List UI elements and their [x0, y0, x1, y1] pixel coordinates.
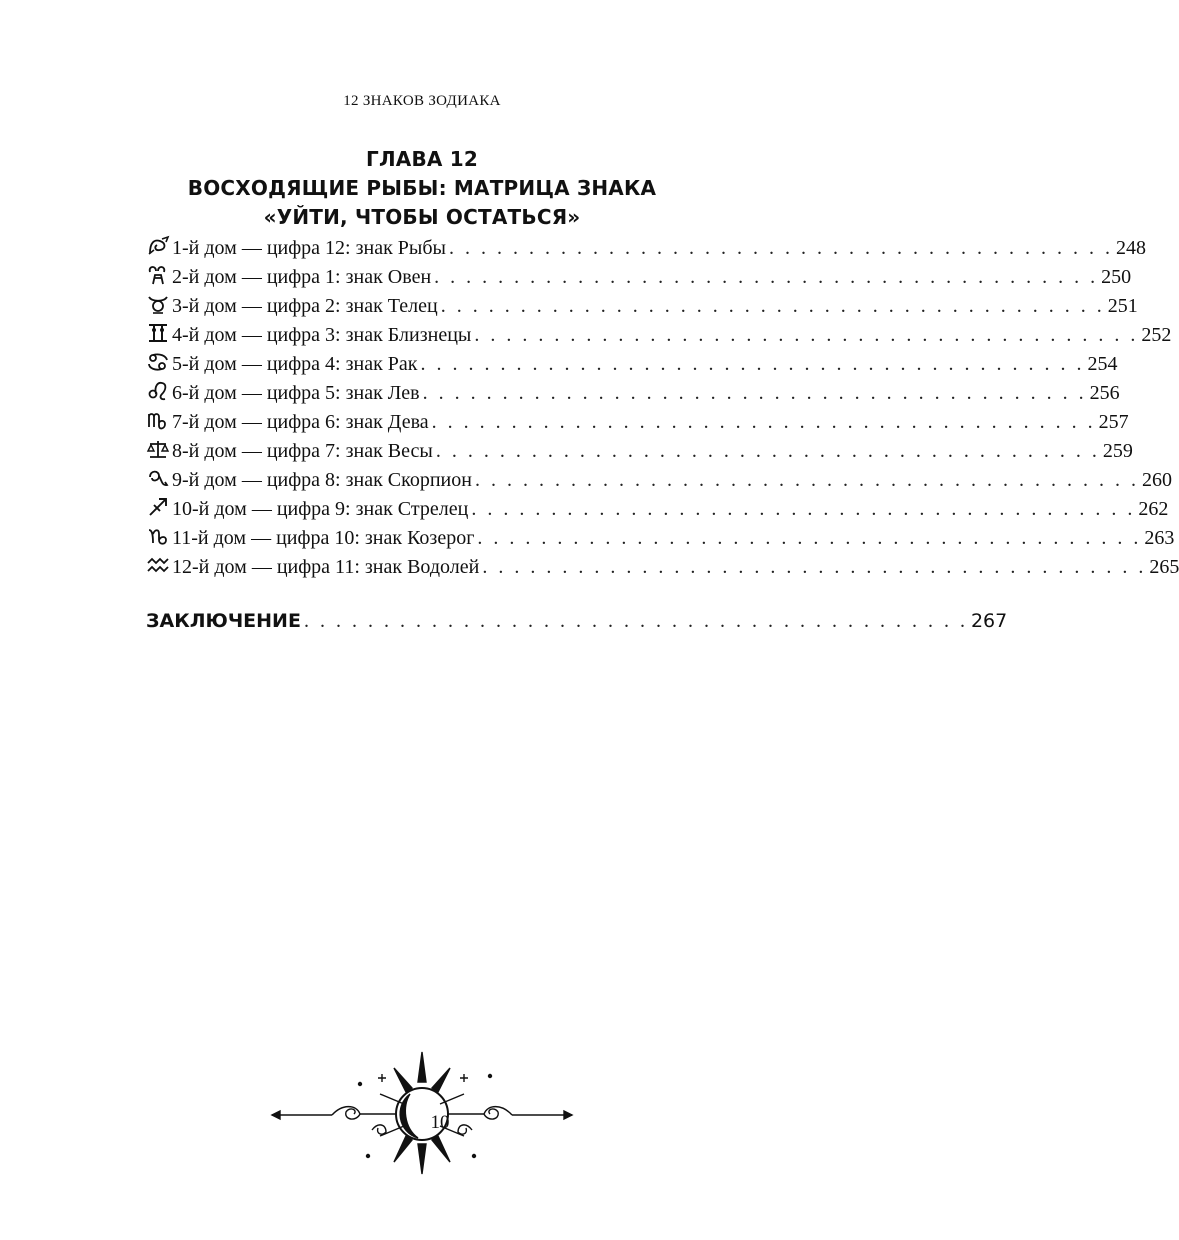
toc-entry[interactable]	[146, 406, 1129, 435]
entry-label: 1-й дом — цифра 12: знак Рыбы	[172, 237, 446, 259]
toc-entry[interactable]	[146, 377, 1120, 406]
dot-leader: . . . . . . . . . . . . . . . . . . . . . . . . . . . . . . . . . . . . . . . . . .	[303, 610, 968, 632]
page-number: 256	[1089, 382, 1120, 404]
toc-entry[interactable]	[146, 348, 1118, 377]
dot-leader: . . . . . . . . . . . . . . . . . . . . . . . . . . . . . . . . . . . . . . . . . .	[431, 411, 1096, 433]
chapter-heading	[0, 145, 844, 232]
table-of-contents	[146, 232, 1179, 580]
page-folio: 10	[430, 1112, 450, 1133]
toc-entry[interactable]	[146, 464, 1172, 493]
dot-leader: . . . . . . . . . . . . . . . . . . . . . . . . . . . . . . . . . . . . . . . . . .	[474, 469, 1139, 491]
toc-entry[interactable]	[146, 232, 1146, 261]
libra-icon	[146, 438, 172, 460]
toc-entry-conclusion[interactable]	[146, 610, 1008, 633]
page-number: 248	[1115, 237, 1146, 259]
page-number: 252	[1141, 324, 1172, 346]
page-number: 262	[1138, 498, 1169, 520]
toc-entry[interactable]	[146, 435, 1133, 464]
dot-leader: . . . . . . . . . . . . . . . . . . . . . . . . . . . . . . . . . . . . . . . . . .	[471, 498, 1136, 520]
entry-label: 7-й дом — цифра 6: знак Дева	[172, 411, 429, 433]
page-number: 259	[1102, 440, 1133, 462]
running-head: 12 ЗНАКОВ ЗОДИАКА	[343, 93, 501, 109]
page-number: 265	[1149, 556, 1179, 578]
dot-leader: . . . . . . . . . . . . . . . . . . . . . . . . . . . . . . . . . . . . . . . . . .	[474, 324, 1139, 346]
chapter-title-line1: ВОСХОДЯЩИЕ РЫБЫ: МАТРИЦА ЗНАКА	[187, 176, 657, 200]
cancer-icon	[146, 351, 172, 373]
entry-label: 8-й дом — цифра 7: знак Весы	[172, 440, 433, 462]
page-number: 257	[1098, 411, 1129, 433]
toc-entry[interactable]	[146, 261, 1132, 290]
toc-entry[interactable]	[146, 290, 1138, 319]
pisces-icon	[146, 235, 172, 257]
scorpio-icon	[146, 467, 172, 489]
entry-label: 3-й дом — цифра 2: знак Телец	[172, 295, 438, 317]
page-number: 254	[1087, 353, 1118, 375]
gemini-icon	[146, 322, 172, 344]
page-number: 251	[1107, 295, 1138, 317]
chapter-title-line2: «УЙТИ, ЧТОБЫ ОСТАТЬСЯ»	[263, 205, 581, 229]
dot-leader: . . . . . . . . . . . . . . . . . . . . . . . . . . . . . . . . . . . . . . . . . .	[422, 382, 1087, 404]
page-number: 267	[970, 610, 1008, 632]
virgo-icon	[146, 409, 172, 431]
entry-label: 10-й дом — цифра 9: знак Стрелец	[172, 498, 469, 520]
aries-icon	[146, 264, 172, 286]
taurus-icon	[146, 293, 172, 315]
dot-leader: . . . . . . . . . . . . . . . . . . . . . . . . . . . . . . . . . . . . . . . . . .	[448, 237, 1113, 259]
entry-label: 6-й дом — цифра 5: знак Лев	[172, 382, 420, 404]
toc-entry[interactable]	[146, 319, 1172, 348]
page-number: 260	[1141, 469, 1172, 491]
leo-icon	[146, 380, 172, 402]
dot-leader: . . . . . . . . . . . . . . . . . . . . . . . . . . . . . . . . . . . . . . . . . .	[434, 266, 1099, 288]
entry-label: 11-й дом — цифра 10: знак Козерог	[172, 527, 475, 549]
aquarius-icon	[146, 554, 172, 576]
conclusion-label: ЗАКЛЮЧЕНИЕ	[146, 610, 301, 632]
chapter-number: ГЛАВА 12	[366, 147, 478, 171]
dot-leader: . . . . . . . . . . . . . . . . . . . . . . . . . . . . . . . . . . . . . . . . . .	[477, 527, 1142, 549]
entry-label: 2-й дом — цифра 1: знак Овен	[172, 266, 432, 288]
toc-entry[interactable]	[146, 522, 1175, 551]
page-number: 250	[1101, 266, 1132, 288]
entry-label: 4-й дом — цифра 3: знак Близнецы	[172, 324, 472, 346]
entry-label: 12-й дом — цифра 11: знак Водолей	[172, 556, 480, 578]
page-number: 263	[1144, 527, 1175, 549]
entry-label: 5-й дом — цифра 4: знак Рак	[172, 353, 418, 375]
sagittarius-icon	[146, 496, 172, 518]
dot-leader: . . . . . . . . . . . . . . . . . . . . . . . . . . . . . . . . . . . . . . . . . .	[435, 440, 1100, 462]
toc-entry[interactable]	[146, 551, 1179, 580]
dot-leader: . . . . . . . . . . . . . . . . . . . . . . . . . . . . . . . . . . . . . . . . . .	[482, 556, 1147, 578]
dot-leader: . . . . . . . . . . . . . . . . . . . . . . . . . . . . . . . . . . . . . . . . . .	[420, 353, 1085, 375]
capricorn-icon	[146, 525, 172, 547]
entry-label: 9-й дом — цифра 8: знак Скорпион	[172, 469, 472, 491]
toc-entry[interactable]	[146, 493, 1169, 522]
dot-leader: . . . . . . . . . . . . . . . . . . . . . . . . . . . . . . . . . . . . . . . . . .	[440, 295, 1105, 317]
